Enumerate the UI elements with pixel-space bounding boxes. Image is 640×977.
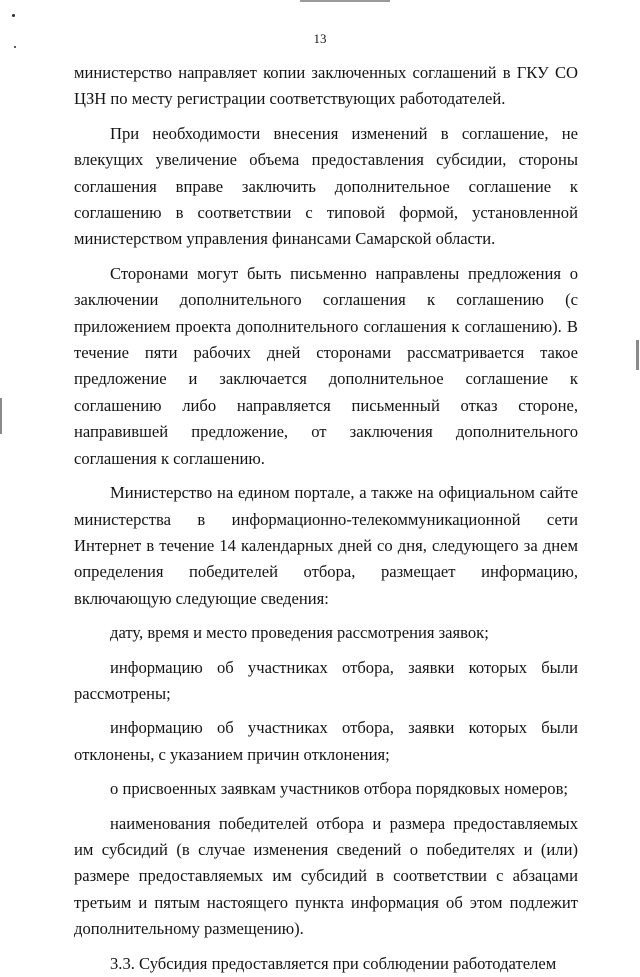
paragraph: 3.3. Субсидия предоставляется при соблюдении работодателем: [110, 953, 557, 973]
list-item: о присвоенных заявкам участников отбора порядковых номеров;: [110, 779, 569, 799]
paragraph: министерство направляет копии заключенных соглашений в ГКУ СО ЦЗН по месту регистрации соответствующих работодателей.: [74, 63, 578, 109]
list-item: информацию об участниках отбора, заявки которых были отклонены, с указанием причин отклонения;: [74, 718, 578, 764]
scan-edge-mark: [636, 340, 639, 370]
paragraph: При необходимости внесения изменений в соглашение, не влекущих увеличение объема предоставления субсидии, стороны соглашения вправе заключить дополнительное соглашение к соглашению в соответствии с типовой формой, установленной министерством управления финансами Самарской области.: [74, 123, 578, 249]
scan-speck: [12, 14, 15, 17]
paragraph: Министерство на едином портале, а также на официальном сайте министерства в информационно-телекоммуникационной сети Интернет в течение 14 календарных дней со дня, следующего за днем определения победителей отбора, размещает информацию, включающую следующие сведения:: [74, 483, 578, 608]
list-item: наименования победителей отбора и размера предоставляемых им субсидий (в случае изменения сведений о победителях и (или) размере предоставляемых им субсидий в соответствии с абзацами третьим и пятым настоящего пункта информация об этом подлежит дополнительному размещению).: [74, 813, 578, 939]
page-number: 13: [313, 31, 327, 46]
list-item: дату, время и место проведения рассмотрения заявок;: [110, 623, 489, 643]
scan-edge-mark: [0, 398, 2, 434]
scan-edge-line: [300, 0, 390, 2]
document-body: [74, 60, 578, 977]
paragraph: Сторонами могут быть письменно направлены предложения о заключении дополнительного соглашения к соглашению (с приложением проекта дополнительного соглашения к соглашению). В течение пяти рабочих дней сторонами рассматривается такое предложение и заключается дополнительное соглашение к соглашению либо направляется письменный отказ стороне, направившей предложение, от заключения дополнительного соглашения к соглашению.: [74, 263, 578, 468]
list-item: информацию об участниках отбора, заявки которых были рассмотрены;: [74, 657, 578, 703]
